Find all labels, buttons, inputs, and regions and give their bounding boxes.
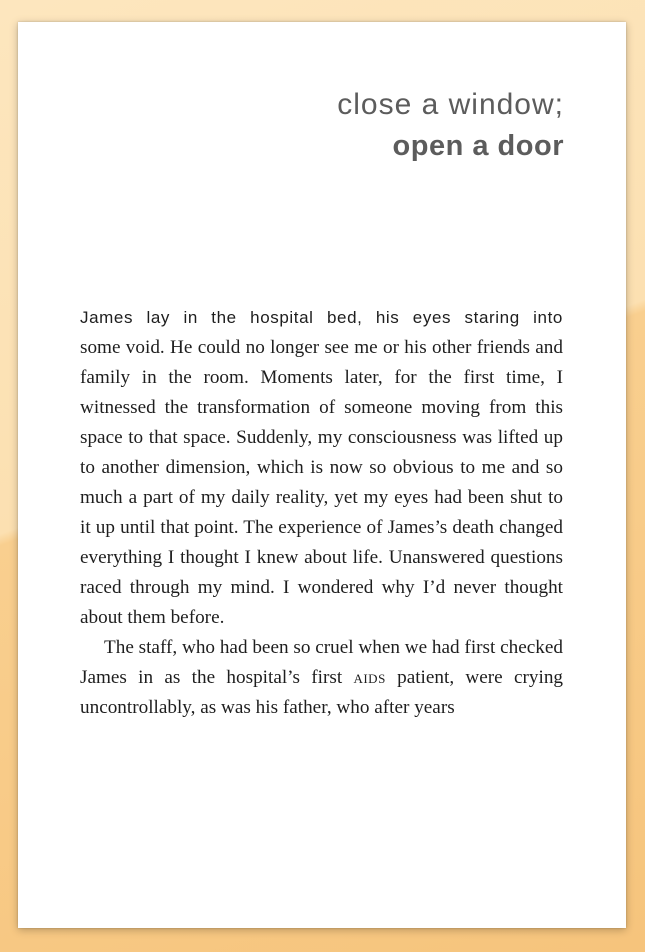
chapter-title-line2: open a door — [392, 130, 564, 162]
chapter-title-line1: close a window; — [337, 88, 564, 121]
paragraph-2-after: patient, were crying uncontrollably, as was his father, who after years — [80, 667, 564, 718]
paragraph-1-lead: James lay in the hospital bed, his eyes staring into — [80, 308, 563, 327]
paragraph-2-before: The staff, who had been so cruel when we had first checked James in as the hospital’s first — [80, 637, 563, 688]
body-text — [80, 303, 563, 723]
book-page — [18, 22, 626, 928]
paragraph-2-smallcaps: aids — [353, 667, 386, 688]
paragraph-1-rest: some void. He could no longer see me or his other friends and family in the room. Moments later, for the first time, I witnessed the transformation of someone moving from this space to that space. Suddenly, my consciousness was lifted up to another dimension, which is now so obvious to me and so much a part of my daily reality, yet my eyes had been shut to it up until that point. The experience of James’s death changed everything I thought I knew about life. Unanswered questions raced through my mind. I wondered why I’d never thought about them before. — [80, 337, 563, 628]
paragraph-1 — [80, 303, 563, 633]
paragraph-2 — [80, 633, 563, 723]
chapter-title — [337, 86, 564, 168]
